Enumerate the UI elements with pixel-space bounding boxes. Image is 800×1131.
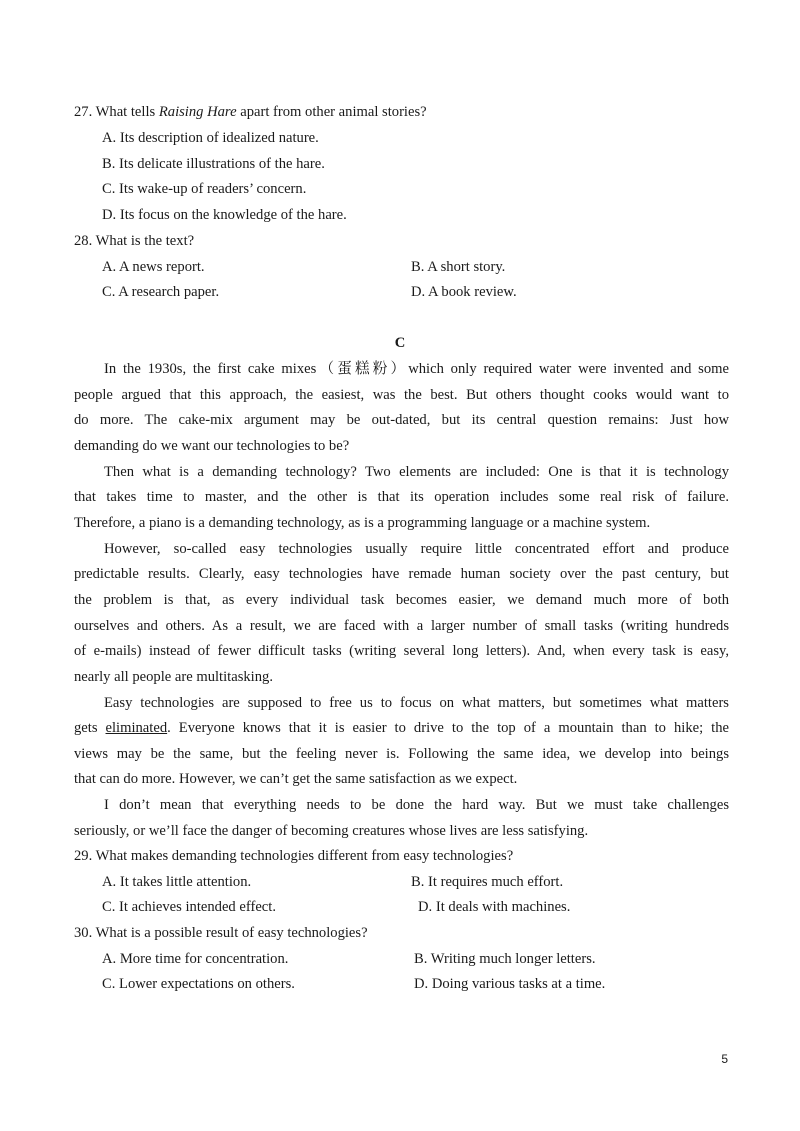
passage-line: demanding do we want our technologies to be? [74, 438, 350, 454]
passage-line: Therefore, a piano is a demanding technology, as is a programming language or a machine system. [74, 515, 651, 531]
q28-option-d: D. A book review. [411, 284, 517, 300]
q27-option-b: B. Its delicate illustrations of the hare. [102, 156, 325, 172]
passage-line: nearly all people are multitasking. [74, 669, 273, 685]
passage-line: that takes time to master, and the other is that its operation includes some real risk of failure. [74, 489, 729, 505]
q28-option-a: A. A news report. [102, 259, 205, 275]
question-27 [74, 103, 427, 121]
q30-option-c: C. Lower expectations on others. [102, 976, 295, 992]
q29-option-d: D. It deals with machines. [418, 899, 571, 915]
passage-line: ourselves and others. As a result, we are faced with a larger number of small tasks (writing hundreds [74, 618, 729, 634]
question-29: 29. What makes demanding technologies different from easy technologies? [74, 848, 514, 864]
passage-line: I don’t mean that everything needs to be done the hard way. But we must take challenges [104, 797, 729, 813]
passage-line: the problem is that, as every individual task becomes easier, we demand much more of both [74, 592, 729, 608]
q30-option-b: B. Writing much longer letters. [414, 951, 596, 967]
passage-line: In the 1930s, the first cake mixes（蛋糕粉）which only required water were invented and some [104, 361, 729, 377]
passage-line: views may be the same, but the feeling never is. Following the same idea, we develop into beings [74, 746, 729, 762]
passage-text: . Everyone knows that it is easier to drive to the top of a mountain than to hike; the [167, 720, 729, 736]
question-27-suffix: apart from other animal stories? [236, 104, 427, 120]
passage-line: Easy technologies are supposed to free us to focus on what matters, but sometimes what matters [104, 695, 729, 711]
passage-line: seriously, or we’ll face the danger of becoming creatures whose lives are less satisfying. [74, 823, 589, 839]
passage-line: However, so-called easy technologies usually require little concentrated effort and produce [104, 541, 729, 557]
passage-line: predictable results. Clearly, easy technologies have remade human society over the past century, but [74, 566, 729, 582]
book-title: Raising Hare [158, 104, 237, 120]
q27-option-a: A. Its description of idealized nature. [102, 130, 319, 146]
passage-line: people argued that this approach, the easiest, was the best. But others thought cooks would want to [74, 387, 729, 403]
question-30: 30. What is a possible result of easy technologies? [74, 925, 368, 941]
q27-option-c: C. Its wake-up of readers’ concern. [102, 181, 307, 197]
page-number: 5 [721, 1052, 728, 1066]
q30-option-d: D. Doing various tasks at a time. [414, 976, 606, 992]
passage-line: that can do more. However, we can’t get the same satisfaction as we expect. [74, 771, 518, 787]
q27-option-d: D. Its focus on the knowledge of the hare. [102, 207, 347, 223]
passage-line: do more. The cake-mix argument may be out-dated, but its central question remains: Just how [74, 412, 729, 428]
question-27-prefix: 27. What tells [74, 104, 159, 120]
q29-option-c: C. It achieves intended effect. [102, 899, 276, 915]
passage-line: of e-mails) instead of fewer difficult tasks (writing several long letters). And, when every task is easy, [74, 643, 729, 659]
q28-option-c: C. A research paper. [102, 284, 220, 300]
q30-option-a: A. More time for concentration. [102, 951, 289, 967]
q29-option-b: B. It requires much effort. [411, 874, 564, 890]
section-heading: C [394, 335, 406, 351]
passage-text: gets [74, 720, 106, 736]
underlined-word: eliminated [105, 720, 168, 736]
q28-option-b: B. A short story. [411, 259, 506, 275]
question-28: 28. What is the text? [74, 233, 195, 249]
q29-option-a: A. It takes little attention. [102, 874, 252, 890]
passage-line: Then what is a demanding technology? Two elements are included: One is that it is technology [104, 464, 729, 480]
passage-line-with-underline [74, 719, 729, 737]
